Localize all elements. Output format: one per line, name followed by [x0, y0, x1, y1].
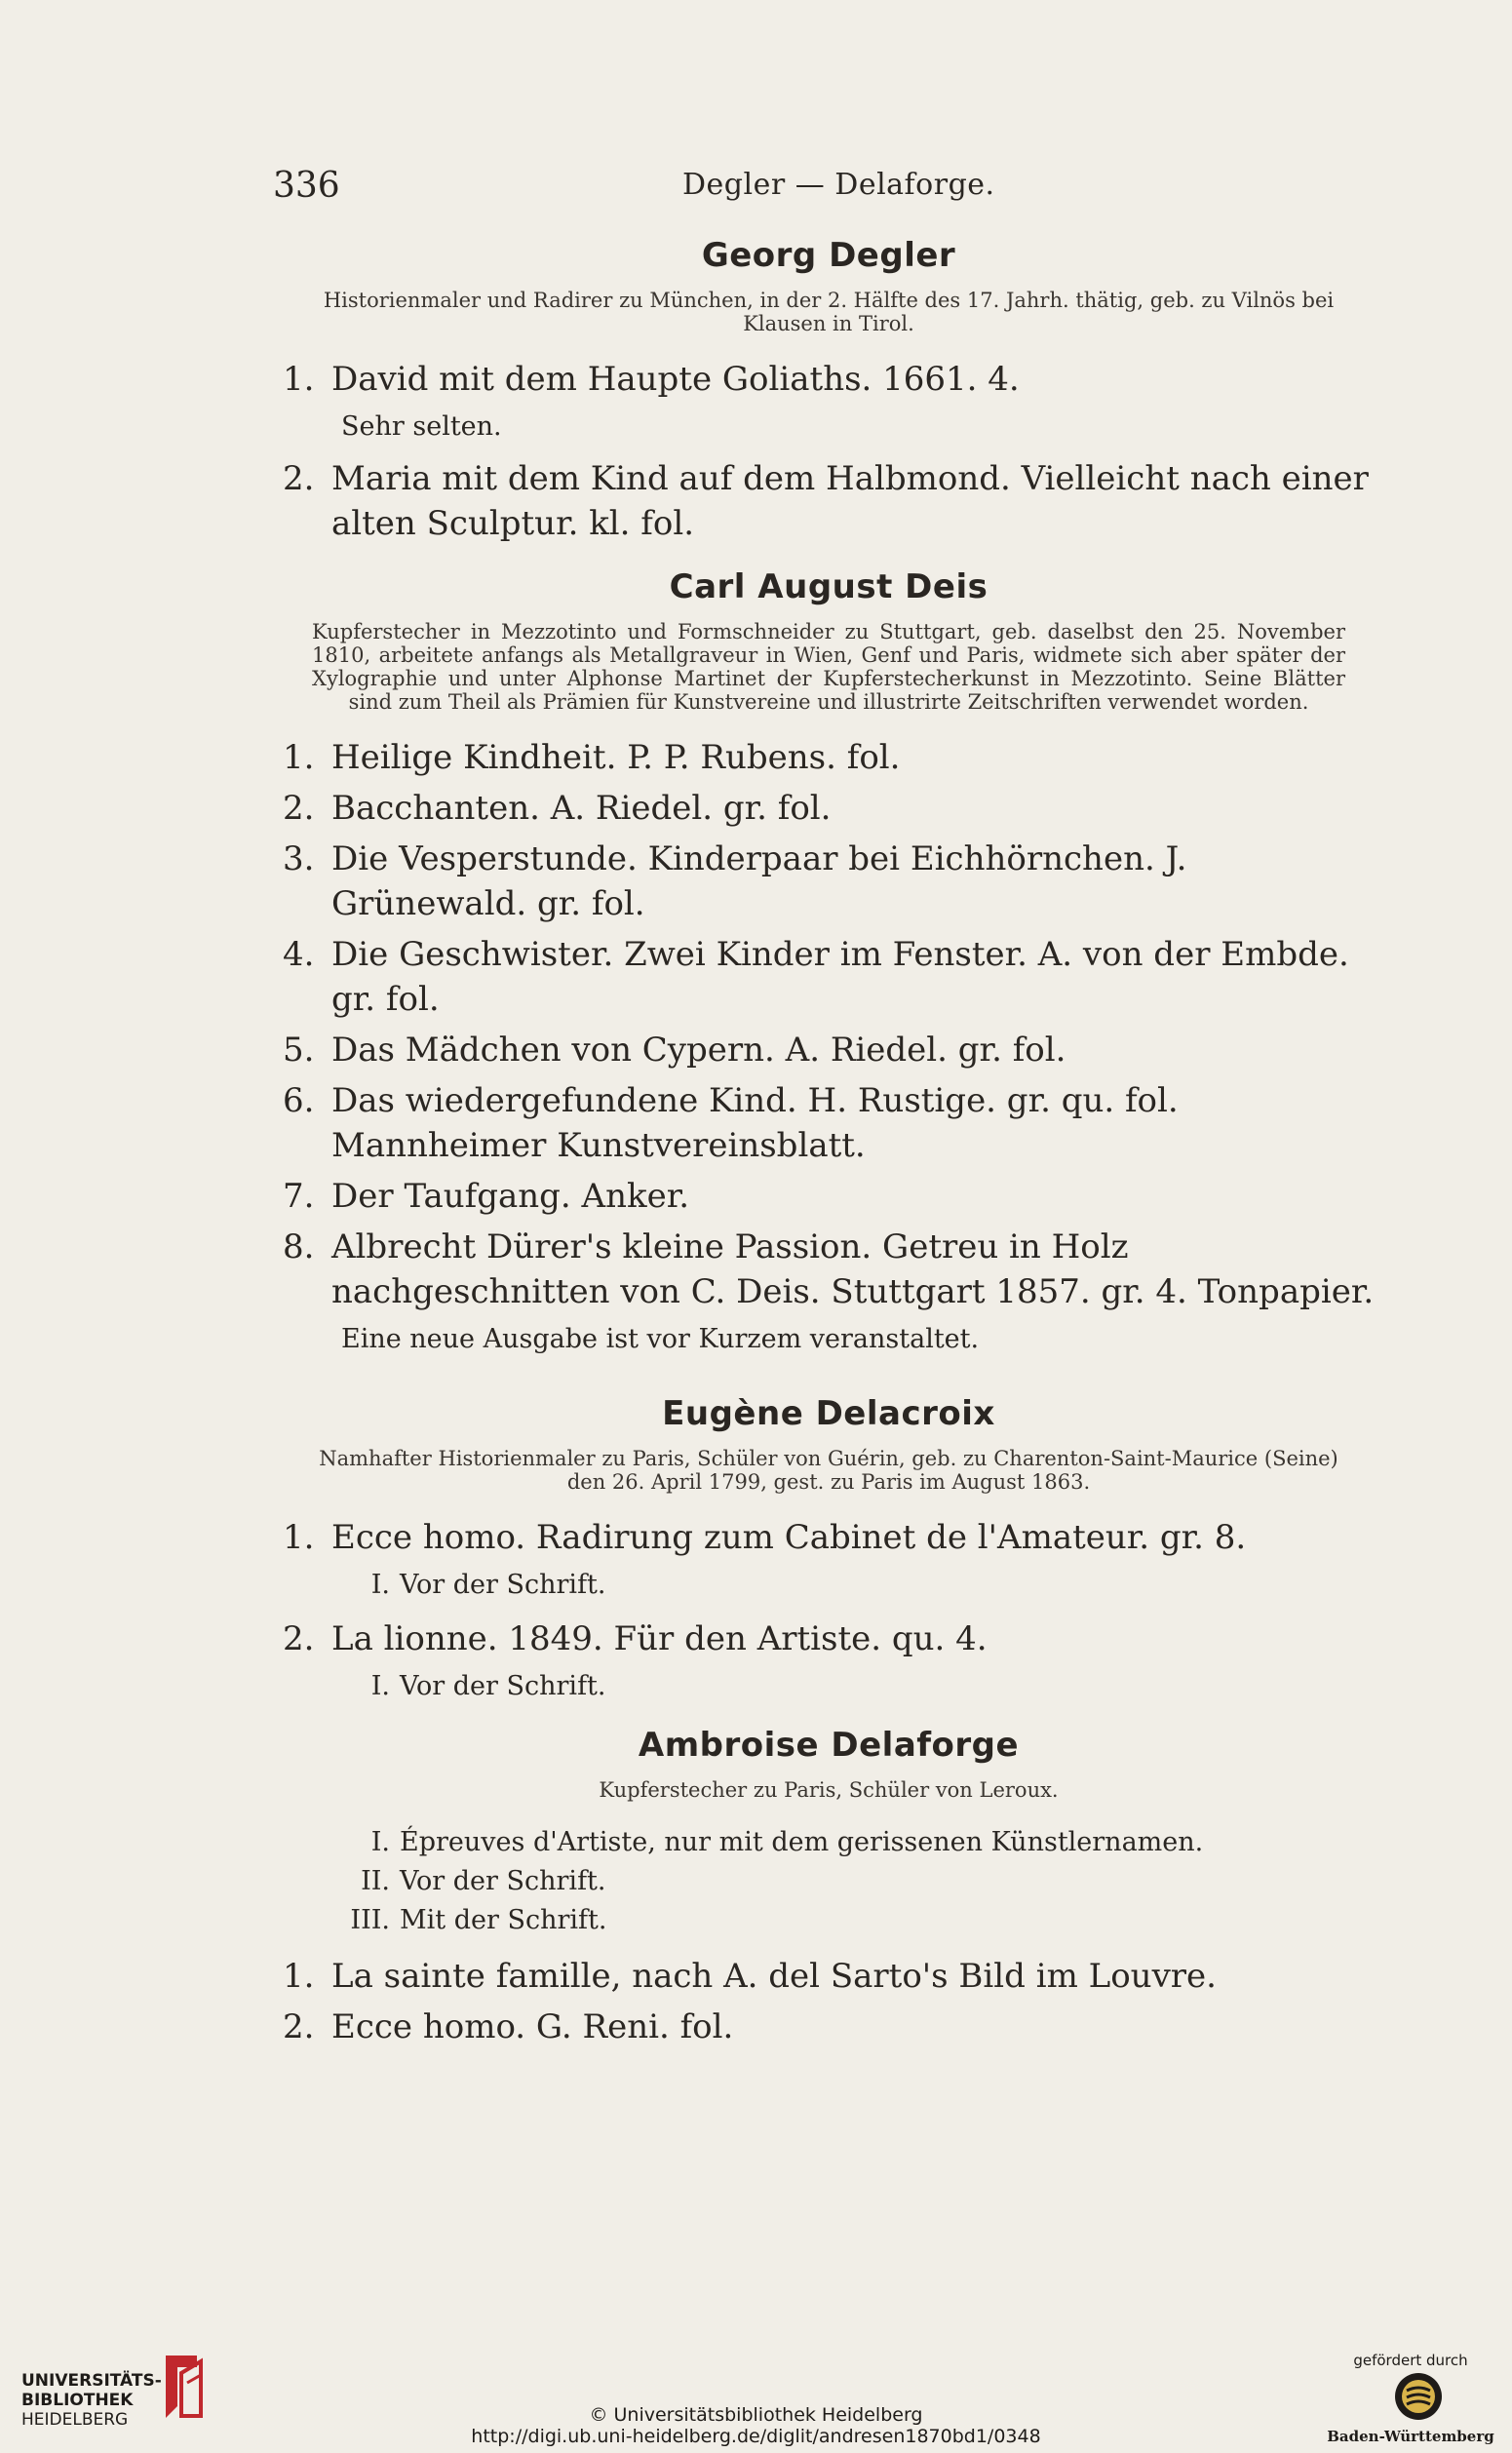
- artist-bio: Namhafter Historienmaler zu Paris, Schüler von Guérin, geb. zu Charenton-Saint-Maurice (Seine) den 26. April 1799, gest. zu Paris im August 1863.: [319, 1447, 1338, 1494]
- entry-note: Eine neue Ausgabe ist vor Kurzem veranstaltet.: [341, 1324, 980, 1354]
- entry-text: Maria mit dem Kind auf dem Halbmond. Vielleicht nach einer alten Sculptur. kl. fol.: [331, 459, 1369, 543]
- funder-name: Baden-Württemberg: [1327, 2428, 1494, 2445]
- state-numeral: III.: [350, 1905, 390, 1935]
- funded-by-label: gefördert durch: [1353, 2352, 1468, 2369]
- catalogue-entry: [283, 456, 1375, 546]
- print-state: [283, 1901, 1375, 1940]
- catalogue-entry: [283, 1174, 1375, 1219]
- page-header: [273, 166, 1248, 214]
- entry-text: La lionne. 1849. Für den Artiste. qu. 4.: [331, 1619, 988, 1658]
- artist-section-delacroix: [283, 1394, 1375, 1706]
- entry-number: 1.: [283, 738, 315, 777]
- entry-note: Sehr selten.: [341, 411, 502, 442]
- running-head: Degler — Delaforge.: [682, 168, 995, 202]
- state-numeral: I.: [370, 1827, 390, 1857]
- entry-number: 2.: [283, 789, 315, 828]
- catalogue-entry: [283, 932, 1375, 1022]
- entry-number: 6.: [283, 1081, 315, 1120]
- page-number: 336: [273, 166, 340, 206]
- print-state: [283, 1862, 1375, 1901]
- catalogue-entry: [283, 1028, 1375, 1072]
- artist-section-delaforge: [283, 1726, 1375, 2055]
- entry-number: 2.: [283, 2007, 315, 2046]
- print-state: [283, 1667, 1375, 1706]
- state-numeral: I.: [370, 1671, 390, 1701]
- entry-text: Ecce homo. Radirung zum Cabinet de l'Amateur. gr. 8.: [331, 1518, 1247, 1557]
- artist-name: Carl August Deis: [669, 567, 989, 606]
- catalogue-entry: [283, 735, 1375, 780]
- catalogue-entry: [283, 1078, 1375, 1168]
- catalogue-entry: [283, 1616, 1375, 1661]
- entry-number: 1.: [283, 1518, 315, 1557]
- state-text: Vor der Schrift.: [400, 1866, 606, 1896]
- entry-number: 8.: [283, 1227, 315, 1266]
- entry-text: Albrecht Dürer's kleine Passion. Getreu in Holz nachgeschnitten von C. Deis. Stuttgart 1857. gr. 4. Tonpapier.: [331, 1227, 1375, 1311]
- print-state: [283, 1566, 1375, 1605]
- entry-number: 5.: [283, 1031, 315, 1070]
- state-text: Vor der Schrift.: [400, 1570, 606, 1600]
- catalogue-entry: [283, 1225, 1375, 1314]
- catalogue-entry: [283, 2005, 1375, 2049]
- entry-number: 1.: [283, 360, 315, 399]
- artist-bio: Kupferstecher in Mezzotinto und Formschneider zu Stuttgart, geb. daselbst den 25. November 1810, arbeitete anfangs als Metallgraveur in Wien, Genf und Paris, widmete sich aber später der Xylographie und unter Alphonse Martinet der Kupferstecherkunst in Mezzotinto. Seine Blätter sind zum Theil als Prämien für Kunstvereine und illustrirte Zeitschriften verwendet worden.: [312, 620, 1345, 714]
- entry-text: Bacchanten. A. Riedel. gr. fol.: [331, 789, 832, 828]
- baden-wuerttemberg-seal-icon: [1393, 2371, 1444, 2426]
- entry-text: Der Taufgang. Anker.: [331, 1177, 690, 1216]
- library-name-line3: HEIDELBERG: [21, 2410, 129, 2430]
- entry-text: La sainte famille, nach A. del Sarto's Bild im Louvre.: [331, 1957, 1217, 1996]
- print-state: [283, 1823, 1375, 1862]
- entry-number: 2.: [283, 459, 315, 498]
- digitization-footer: [0, 2330, 1512, 2453]
- entry-text: Das wiedergefundene Kind. H. Rustige. gr. qu. fol. Mannheimer Kunstvereinsblatt.: [331, 1081, 1179, 1165]
- entry-text: Die Geschwister. Zwei Kinder im Fenster. A. von der Embde. gr. fol.: [331, 935, 1349, 1019]
- copyright-text: © Universitätsbibliothek Heidelberg: [589, 2404, 923, 2426]
- source-url[interactable]: http://digi.ub.uni-heidelberg.de/diglit/andresen1870bd1/0348: [471, 2426, 1041, 2447]
- catalogue-entry: [283, 786, 1375, 831]
- artist-section-degler: [283, 236, 1375, 552]
- library-name-line2: BIBLIOTHEK: [21, 2391, 134, 2410]
- entry-text: Das Mädchen von Cypern. A. Riedel. gr. fol.: [331, 1031, 1066, 1070]
- state-numeral: I.: [370, 1570, 390, 1600]
- artist-name: Ambroise Delaforge: [638, 1726, 1020, 1765]
- entry-text: Die Vesperstunde. Kinderpaar bei Eichhörnchen. J. Grünewald. gr. fol.: [331, 839, 1187, 923]
- state-numeral: II.: [361, 1866, 390, 1896]
- catalogue-entry: [283, 1954, 1375, 1999]
- artist-bio: Kupferstecher zu Paris, Schüler von Leroux.: [599, 1778, 1059, 1802]
- catalogue-entry: [283, 837, 1375, 926]
- entry-text: Heilige Kindheit. P. P. Rubens. fol.: [331, 738, 901, 777]
- copyright-notice: [0, 2404, 1512, 2447]
- artist-name: Eugène Delacroix: [662, 1394, 995, 1433]
- catalogue-entry: [283, 357, 1375, 402]
- library-name-line1: UNIVERSITÄTS-: [21, 2371, 162, 2391]
- entry-number: 7.: [283, 1177, 315, 1216]
- artist-name: Georg Degler: [701, 236, 956, 275]
- entry-number: 4.: [283, 935, 315, 974]
- entry-text: Ecce homo. G. Reni. fol.: [331, 2007, 734, 2046]
- artist-section-deis: [283, 567, 1375, 1369]
- entry-text: David mit dem Haupte Goliaths. 1661. 4.: [331, 360, 1020, 399]
- state-text: Épreuves d'Artiste, nur mit dem gerissenen Künstlernamen.: [400, 1827, 1204, 1857]
- state-text: Mit der Schrift.: [400, 1905, 607, 1935]
- entry-number: 1.: [283, 1957, 315, 1996]
- entry-number: 3.: [283, 839, 315, 878]
- entry-number: 2.: [283, 1619, 315, 1658]
- catalogue-entry: [283, 1515, 1375, 1560]
- artist-bio: Historienmaler und Radirer zu München, in der 2. Hälfte des 17. Jahrh. thätig, geb. zu Vilnös bei Klausen in Tirol.: [323, 289, 1335, 335]
- state-text: Vor der Schrift.: [400, 1671, 606, 1701]
